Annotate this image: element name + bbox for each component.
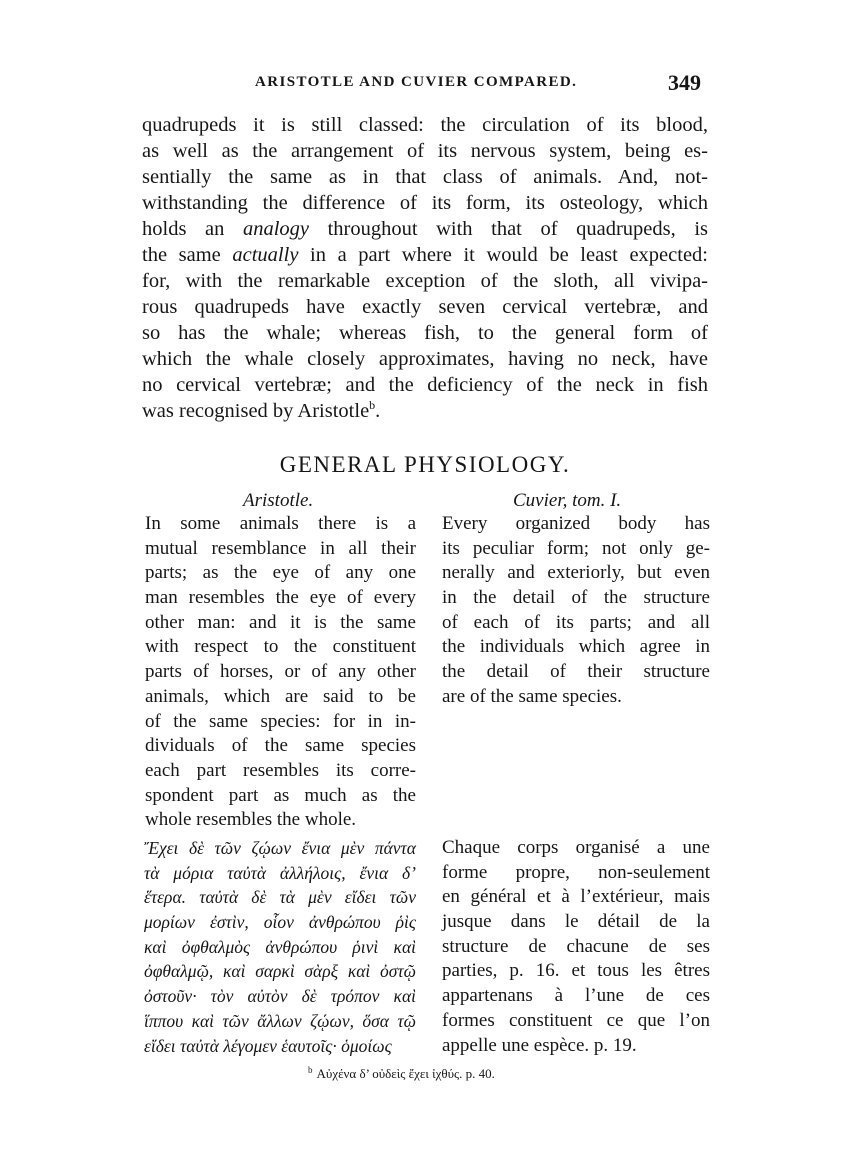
intro-line: rous quadrupeds have exactly seven cervical vertebræ, and [142, 296, 708, 318]
aristotle-greek-line: καὶ ὀφθαλμὸς ἀνθρώπου ῥινὶ καὶ [144, 936, 416, 957]
aristotle-english-line: of the same species: for in in- [145, 710, 416, 732]
aristotle-english-line: spondent part as much as the [145, 784, 416, 806]
aristotle-greek-line: ἵππου καὶ τῶν ἄλλων ζῴων, ὅσα τῷ [144, 1010, 416, 1031]
cuvier-french-line: structure de chacune de ses [442, 935, 710, 957]
intro-line: as well as the arrangement of its nervous system, being es- [142, 140, 708, 162]
footnote [308, 1066, 495, 1082]
cuvier-english-line: the individuals which agree in [442, 636, 710, 658]
cuvier-french-line: parties, p. 16. et tous les êtres [442, 960, 710, 982]
cuvier-english-line: the detail of their structure [442, 661, 710, 683]
aristotle-greek-line: ὀστοῦν· τὸν αὐτὸν δὲ τρόπον καὶ [144, 986, 416, 1007]
intro-line: holds an analogy throughout with that of quadrupeds, is [142, 218, 708, 240]
aristotle-english-line: other man: and it is the same [145, 611, 416, 633]
cuvier-english-text [442, 512, 710, 710]
cuvier-french-line: forme propre, non-seulement [442, 861, 710, 883]
footnote-text: Αὐχένα δ’ οὐδεὶς ἔχει ἰχθύς. p. 40. [316, 1066, 495, 1081]
intro-line: withstanding the difference of its form, its osteology, which [142, 192, 708, 214]
cuvier-english-line: in the detail of the structure [442, 587, 710, 609]
intro-line: no cervical vertebræ; and the deficiency of the neck in fish [142, 374, 708, 396]
intro-line: which the whale closely approximates, having no neck, have [142, 348, 708, 370]
aristotle-english-line: each part resembles its corre- [145, 759, 416, 781]
aristotle-column-heading: Aristotle. [243, 490, 314, 511]
aristotle-english-line: animals, which are said to be [145, 685, 416, 707]
intro-line: the same actually in a part where it would be least expected: [142, 244, 708, 266]
cuvier-french-line: Chaque corps organisé a une [442, 837, 710, 858]
intro-line: for, with the remarkable exception of the sloth, all vivipa- [142, 270, 708, 292]
intro-line: sentially the same as in that class of animals. And, not- [142, 166, 708, 188]
aristotle-greek-line: εἴδει ταὐτὰ λέγομεν ἑαυτοῖς· ὁμοίως [144, 1035, 392, 1056]
cuvier-english-line: Every organized body has [442, 513, 710, 534]
aristotle-english-line: dividuals of the same species [145, 735, 416, 757]
cuvier-english-line: of each of its parts; and all [442, 611, 710, 633]
aristotle-greek-text [144, 836, 416, 1058]
aristotle-english-line: whole resembles the whole. [145, 809, 357, 831]
aristotle-english-text [145, 512, 416, 833]
aristotle-english-line: with respect to the constituent [145, 636, 416, 658]
footnote-mark: b [308, 1064, 313, 1075]
cuvier-english-line: its peculiar form; not only ge- [442, 537, 710, 559]
aristotle-greek-line: ἕτερα. ταὐτὰ δὲ τὰ μὲν εἴδει τῶν [144, 887, 416, 908]
cuvier-french-line: appelle une espèce. p. 19. [442, 1034, 637, 1056]
aristotle-greek-line: ὀφθαλμῷ, καὶ σαρκὶ σὰρξ καὶ ὀστῷ [144, 961, 416, 982]
aristotle-english-line: parts of horses, or of any other [145, 661, 416, 683]
cuvier-french-line: formes constituent ce que l’on [442, 1009, 710, 1031]
cuvier-french-text [442, 836, 710, 1058]
running-title: ARISTOTLE AND CUVIER COMPARED. [255, 74, 578, 90]
intro-line: quadrupeds it is still classed: the circulation of its blood, [142, 114, 708, 136]
cuvier-french-line: jusque dans le détail de la [442, 911, 710, 933]
aristotle-greek-line: μορίων ἐστὶν, οἷον ἀνθρώπου ῥὶς [144, 912, 416, 933]
intro-line: so has the whale; whereas fish, to the general form of [142, 322, 708, 344]
footnote-reference: b [369, 398, 376, 413]
intro-paragraph [142, 112, 708, 424]
cuvier-english-line: nerally and exteriorly, but even [442, 562, 710, 584]
cuvier-english-line: are of the same species. [442, 685, 622, 707]
intro-line: was recognised by Aristotle$^b$. [142, 398, 381, 422]
aristotle-english-line: In some animals there is a [145, 513, 416, 534]
aristotle-english-line: mutual resemblance in all their [145, 537, 416, 559]
cuvier-column-heading: Cuvier, tom. I. [513, 490, 622, 511]
section-heading: GENERAL PHYSIOLOGY. [279, 452, 571, 477]
aristotle-english-line: parts; as the eye of any one [145, 562, 416, 584]
cuvier-french-line: en général et à l’extérieur, mais [442, 886, 710, 908]
page-number: 349 [668, 70, 701, 95]
cuvier-french-line: appartenans à l’une de ces [442, 985, 710, 1007]
aristotle-greek-line: τὰ μόρια ταὐτὰ ἀλλήλοις, ἔνια δ’ [144, 862, 416, 883]
aristotle-greek-line: Ἔχει δὲ τῶν ζῴων ἔνια μὲν πάντα [144, 838, 416, 858]
aristotle-english-line: man resembles the eye of every [145, 587, 416, 609]
